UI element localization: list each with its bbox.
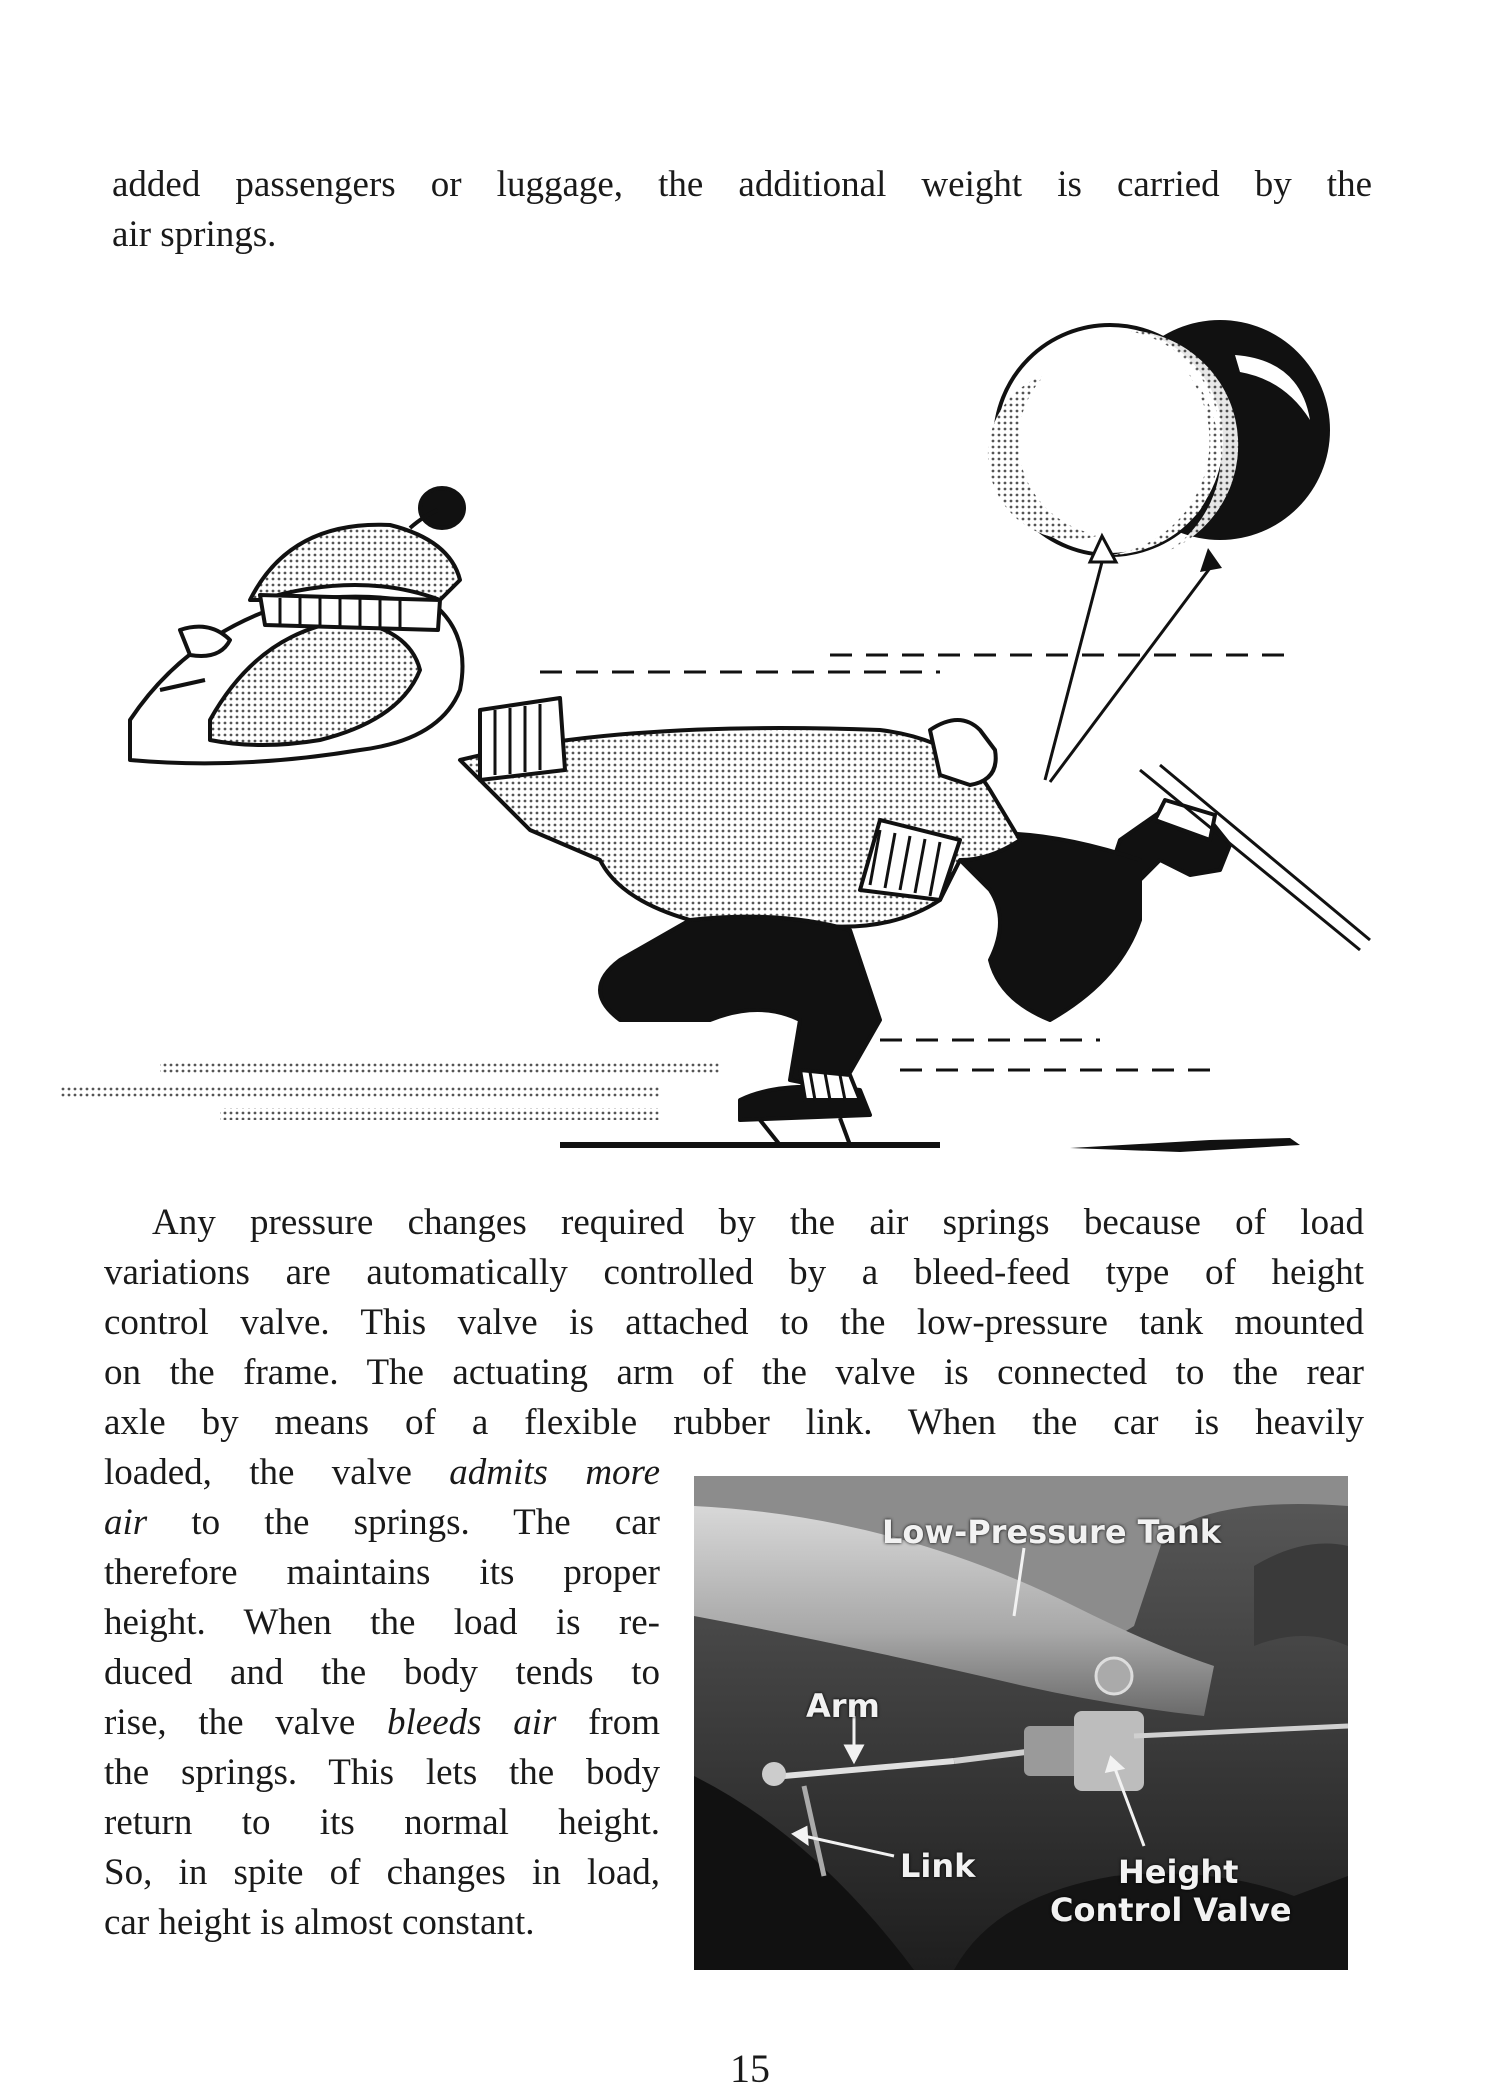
page-number: 15 <box>730 2046 770 2091</box>
label-link: Link <box>900 1847 976 1885</box>
text-line <box>104 1498 660 1548</box>
text-line: car height is almost constant. <box>104 1902 535 1943</box>
text-line: duced and the body tends to <box>104 1652 660 1693</box>
wrap-paragraph <box>104 1448 660 1948</box>
text-line: axle by means of a flexible rubber link. When the car is heavily <box>104 1402 1364 1443</box>
text-run: rise, the valve <box>104 1702 388 1743</box>
text-line: therefore maintains its proper <box>104 1552 660 1593</box>
text-line: on the frame. The actuating arm of the valve is connected to the rear <box>104 1352 1364 1393</box>
text-line <box>104 1698 660 1748</box>
text-line: the springs. This lets the body <box>104 1752 660 1793</box>
label-arm: Arm <box>806 1687 880 1725</box>
text-run: from <box>556 1702 660 1743</box>
balloons <box>988 320 1330 782</box>
top-paragraph <box>112 160 1372 260</box>
ice-skater-with-balloons-icon <box>60 300 1440 1180</box>
text-line: So, in spite of changes in load, <box>104 1852 660 1893</box>
text-run: loaded, the valve <box>104 1452 450 1493</box>
ice-chip <box>1070 1138 1300 1152</box>
label-height: Height <box>1118 1853 1239 1891</box>
italic-run: admits more <box>449 1452 660 1493</box>
text-line: air springs. <box>112 214 277 255</box>
height-control-valve-photo <box>694 1476 1348 1970</box>
italic-run: bleeds air <box>387 1702 557 1743</box>
ice-line <box>560 1142 940 1148</box>
speed-streak <box>220 1108 660 1120</box>
label-control-valve: Control Valve <box>1050 1891 1292 1929</box>
italic-run: air <box>104 1502 148 1543</box>
label-low-pressure-tank: Low-Pressure Tank <box>882 1513 1222 1551</box>
text-line <box>104 1448 660 1498</box>
text-line: Any pressure changes required by the air springs because of load <box>152 1202 1364 1243</box>
text-line: return to its normal height. <box>104 1802 660 1843</box>
speed-streak <box>60 1085 660 1097</box>
text-line: variations are automatically controlled by a bleed-feed type of height <box>104 1252 1364 1293</box>
text-line: height. When the load is re- <box>104 1602 660 1643</box>
main-paragraph <box>104 1198 1364 1448</box>
speed-streak <box>160 1062 720 1074</box>
skater <box>130 488 1370 1145</box>
text-run: to the springs. The car <box>147 1502 660 1543</box>
text-line: control valve. This valve is attached to the low-pressure tank mounted <box>104 1302 1364 1343</box>
text-line: added passengers or luggage, the additional weight is carried by the <box>112 164 1372 205</box>
